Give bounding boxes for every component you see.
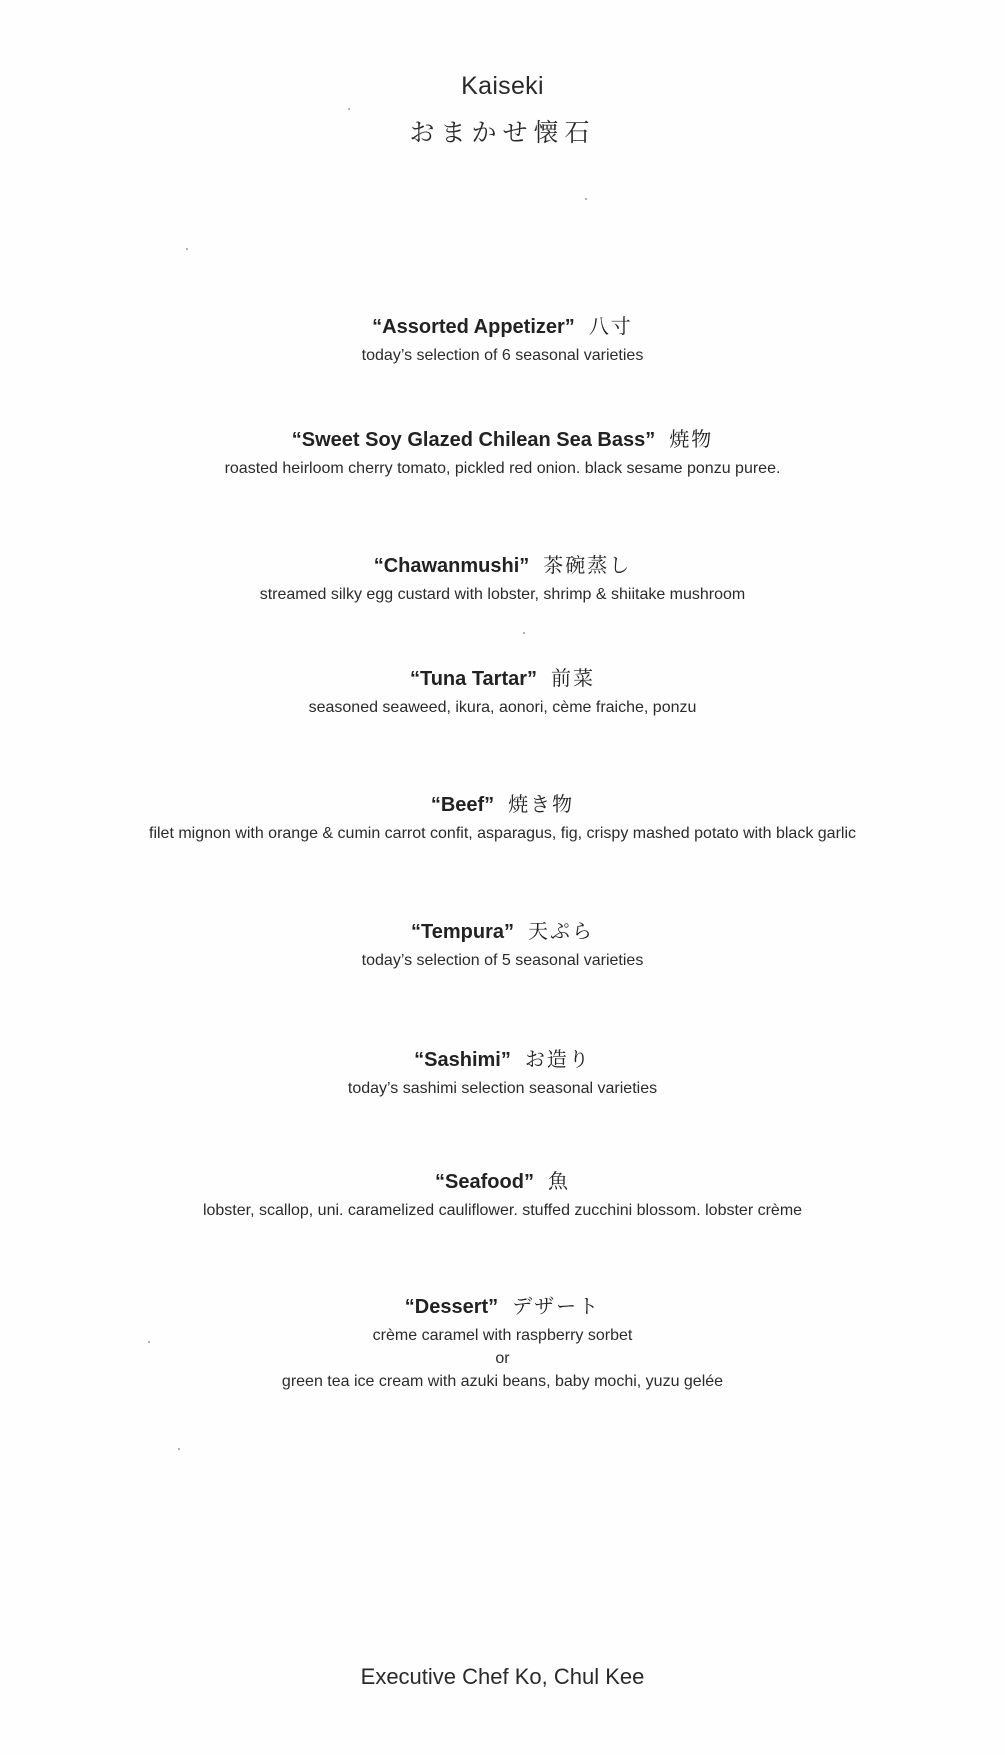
course-description: lobster, scallop, uni. caramelized cauliflower. stuffed zucchini blossom. lobster crème (202, 1202, 803, 1219)
course-name-japanese: お造り (524, 1047, 591, 1071)
course-name: “Beef” (430, 794, 495, 816)
course-tempura (0, 918, 1005, 972)
course-description: today’s selection of 6 seasonal varieties (361, 347, 644, 364)
scan-speck (523, 632, 525, 634)
course-assorted-appetizer (0, 313, 1005, 367)
course-description: filet mignon with orange & cumin carrot confit, asparagus, fig, crispy mashed potato with black garlic (149, 825, 856, 842)
course-title (0, 665, 1005, 692)
course-sashimi (0, 1046, 1005, 1100)
course-name: “Tuna Tartar” (409, 668, 538, 690)
course-name: “Seafood” (435, 1171, 534, 1193)
scan-speck (186, 248, 188, 250)
scan-speck (585, 198, 587, 200)
menu-title-japanese: おまかせ懐石 (409, 118, 596, 147)
course-dessert (0, 1293, 1005, 1393)
course-beef (0, 791, 1005, 845)
menu-title: Kaiseki (461, 72, 544, 100)
course-title (0, 1046, 1005, 1073)
course-name: “Sashimi” (414, 1049, 511, 1071)
course-description: crème caramel with raspberry sorbet (372, 1327, 633, 1344)
chef-credit: Executive Chef Ko, Chul Kee (360, 1664, 645, 1689)
course-name-japanese: デザート (512, 1294, 601, 1318)
course-name: “Dessert” (404, 1296, 499, 1318)
course-title (0, 313, 1005, 340)
course-description: today’s sashimi selection seasonal varieties (347, 1080, 658, 1097)
course-name-japanese: 茶碗蒸し (543, 553, 632, 577)
course-title (0, 1293, 1005, 1320)
course-chawanmushi (0, 552, 1005, 606)
course-name-japanese: 天ぷら (527, 919, 594, 943)
course-description: green tea ice cream with azuki beans, baby mochi, yuzu gelée (281, 1373, 724, 1390)
course-description: streamed silky egg custard with lobster, shrimp & shiitake mushroom (259, 586, 746, 603)
course-name: “Sweet Soy Glazed Chilean Sea Bass” (291, 429, 656, 451)
scan-speck (348, 108, 350, 110)
course-seafood (0, 1168, 1005, 1222)
course-description: roasted heirloom cherry tomato, pickled red onion. black sesame ponzu puree. (224, 460, 781, 477)
course-name-japanese: 八寸 (588, 314, 633, 338)
course-name-japanese: 前菜 (551, 666, 596, 690)
course-description: today’s selection of 5 seasonal varieties (361, 952, 644, 969)
course-name: “Assorted Appetizer” (372, 316, 575, 338)
course-description: seasoned seaweed, ikura, aonori, cème fraiche, ponzu (308, 699, 697, 716)
course-name-japanese: 焼き物 (508, 792, 575, 816)
course-title (0, 918, 1005, 945)
course-title (0, 1168, 1005, 1195)
course-title (0, 552, 1005, 579)
course-tuna-tartar (0, 665, 1005, 719)
course-name: “Chawanmushi” (373, 555, 530, 577)
course-title (0, 426, 1005, 453)
course-sea-bass (0, 426, 1005, 480)
course-title (0, 791, 1005, 818)
course-description-or: or (495, 1350, 510, 1367)
course-name-japanese: 魚 (547, 1169, 570, 1193)
scan-speck (178, 1448, 180, 1450)
scan-speck (148, 1341, 150, 1343)
course-name-japanese: 焼物 (669, 427, 714, 451)
course-name: “Tempura” (411, 921, 514, 943)
